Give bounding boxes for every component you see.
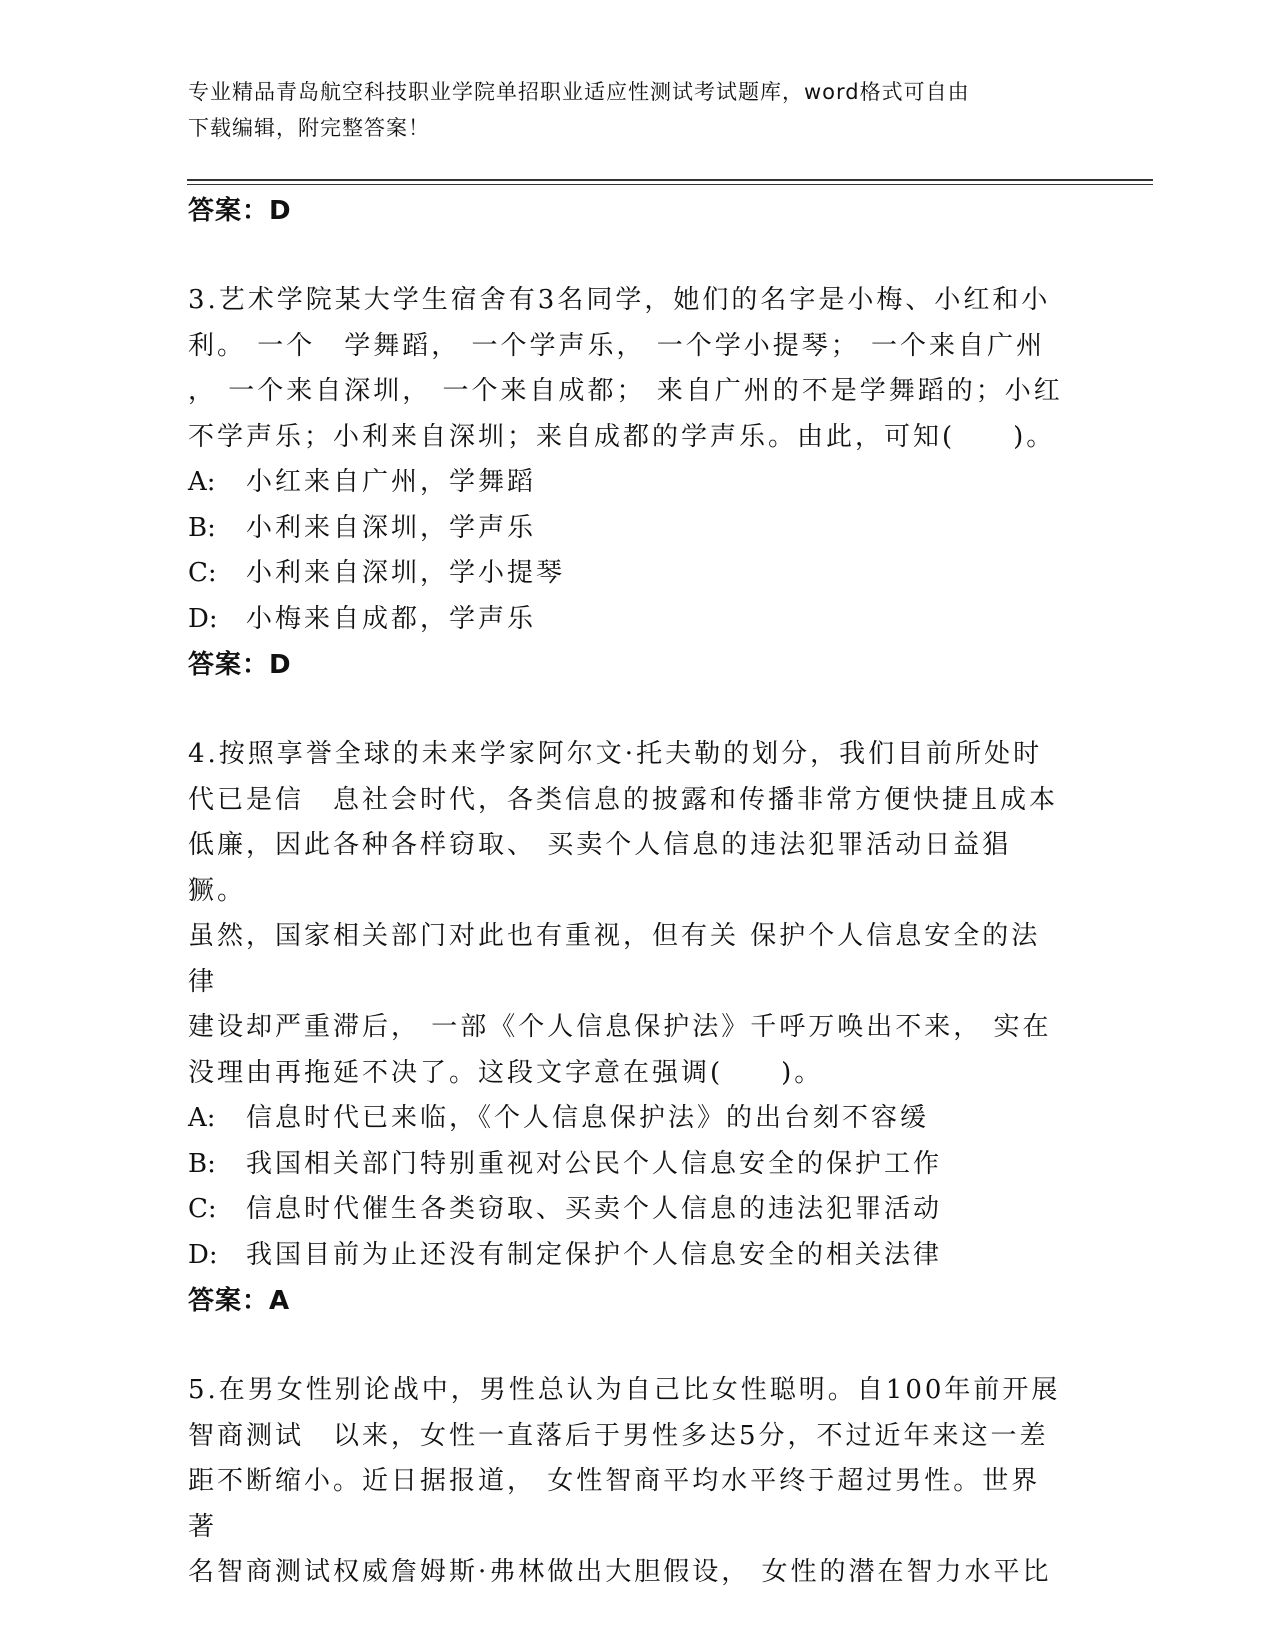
- option-text: 小梅来自成都，学声乐: [246, 603, 537, 634]
- answer-line: 答案：D: [188, 650, 292, 680]
- header-rule-thin: [187, 184, 1153, 185]
- option-text: 我国目前为止还没有制定保护个人信息安全的相关法律: [246, 1239, 943, 1270]
- option-b: [188, 1142, 1068, 1188]
- option-label: C:: [188, 558, 217, 588]
- stem-line: 智商测试 以来，女性一直落后于男性多达5分，不过近年来这一差: [188, 1420, 1049, 1451]
- stem-line: 3.艺术学院某大学生宿舍有3名同学，她们的名字是小梅、小红和小: [188, 285, 1051, 315]
- option-a: [188, 1096, 1068, 1142]
- stem-line: ， 一个来自深圳， 一个来自成都； 来自广州的不是学舞蹈的；小红: [188, 376, 1063, 406]
- stem-line: 代已是信 息社会时代，各类信息的披露和传播非常方便快捷且成本: [188, 784, 1059, 815]
- stem-line: 距不断缩小。近日据报道， 女性智商平均水平终于超过男性。世界著: [188, 1466, 1041, 1542]
- option-text: 信息时代已来临，《个人信息保护法》的出台刻不容缓: [246, 1103, 930, 1133]
- option-text: 小利来自深圳，学声乐: [246, 512, 537, 543]
- option-label: B:: [188, 1148, 216, 1179]
- option-label: A:: [188, 1103, 216, 1133]
- answer-line: 答案：A: [188, 1286, 291, 1316]
- option-label: B:: [188, 512, 216, 543]
- stem-line: 虽然，国家相关部门对此也有重视，但有关 保护个人信息安全的法律: [188, 921, 1041, 997]
- header-line-2: 下载编辑，附完整答案！: [188, 116, 430, 140]
- question-stem: [188, 278, 1068, 460]
- option-a: [188, 460, 1068, 506]
- option-label: D:: [188, 603, 218, 634]
- option-text: 信息时代催生各类窃取、买卖个人信息的违法犯罪活动: [246, 1194, 943, 1224]
- stem-line: 不学声乐；小利来自深圳；来自成都的学声乐。由此，可知( )。: [188, 421, 1056, 452]
- question-3: [188, 278, 1068, 688]
- question-stem: [188, 1368, 1068, 1596]
- stem-line: 低廉，因此各种各样窃取、 买卖个人信息的违法犯罪活动日益猖獗。: [188, 830, 1012, 906]
- option-b: [188, 506, 1068, 552]
- page-header: [188, 74, 1078, 146]
- option-d: [188, 1233, 1068, 1279]
- stem-line: 名智商测试权威詹姆斯·弗林做出大胆假设， 女性的潜在智力水平比: [188, 1557, 1052, 1587]
- stem-line: 4.按照享誉全球的未来学家阿尔文·托夫勒的划分，我们目前所处时: [188, 739, 1043, 769]
- question-5: [188, 1368, 1068, 1596]
- option-c: [188, 551, 1068, 597]
- stem-line: 建设却严重滞后， 一部《个人信息保护法》千呼万唤出不来， 实在: [188, 1012, 1052, 1042]
- option-label: C:: [188, 1194, 217, 1224]
- stem-line: 利。 一个 学舞蹈， 一个学声乐， 一个学小提琴； 一个来自广州: [188, 330, 1046, 361]
- option-c: [188, 1187, 1068, 1233]
- stem-line: 5.在男女性别论战中，男性总认为自己比女性聪明。自100年前开展: [188, 1375, 1061, 1405]
- option-text: 我国相关部门特别重视对公民个人信息安全的保护工作: [246, 1148, 943, 1179]
- document-body: [188, 188, 1068, 1596]
- option-text: 小利来自深圳，学小提琴: [246, 558, 566, 588]
- option-d: [188, 597, 1068, 643]
- header-line-1: 专业精品青岛航空科技职业学院单招职业适应性测试考试题库，word格式可自由: [188, 80, 970, 104]
- option-label: D:: [188, 1239, 218, 1270]
- question-stem: [188, 732, 1068, 1096]
- option-label: A:: [188, 467, 216, 497]
- option-text: 小红来自广州，学舞蹈: [246, 467, 537, 497]
- answer-line: 答案：D: [188, 196, 292, 226]
- stem-line: 没理由再拖延不决了。这段文字意在强调( )。: [188, 1057, 824, 1088]
- header-rule: [187, 179, 1153, 181]
- question-4: [188, 732, 1068, 1324]
